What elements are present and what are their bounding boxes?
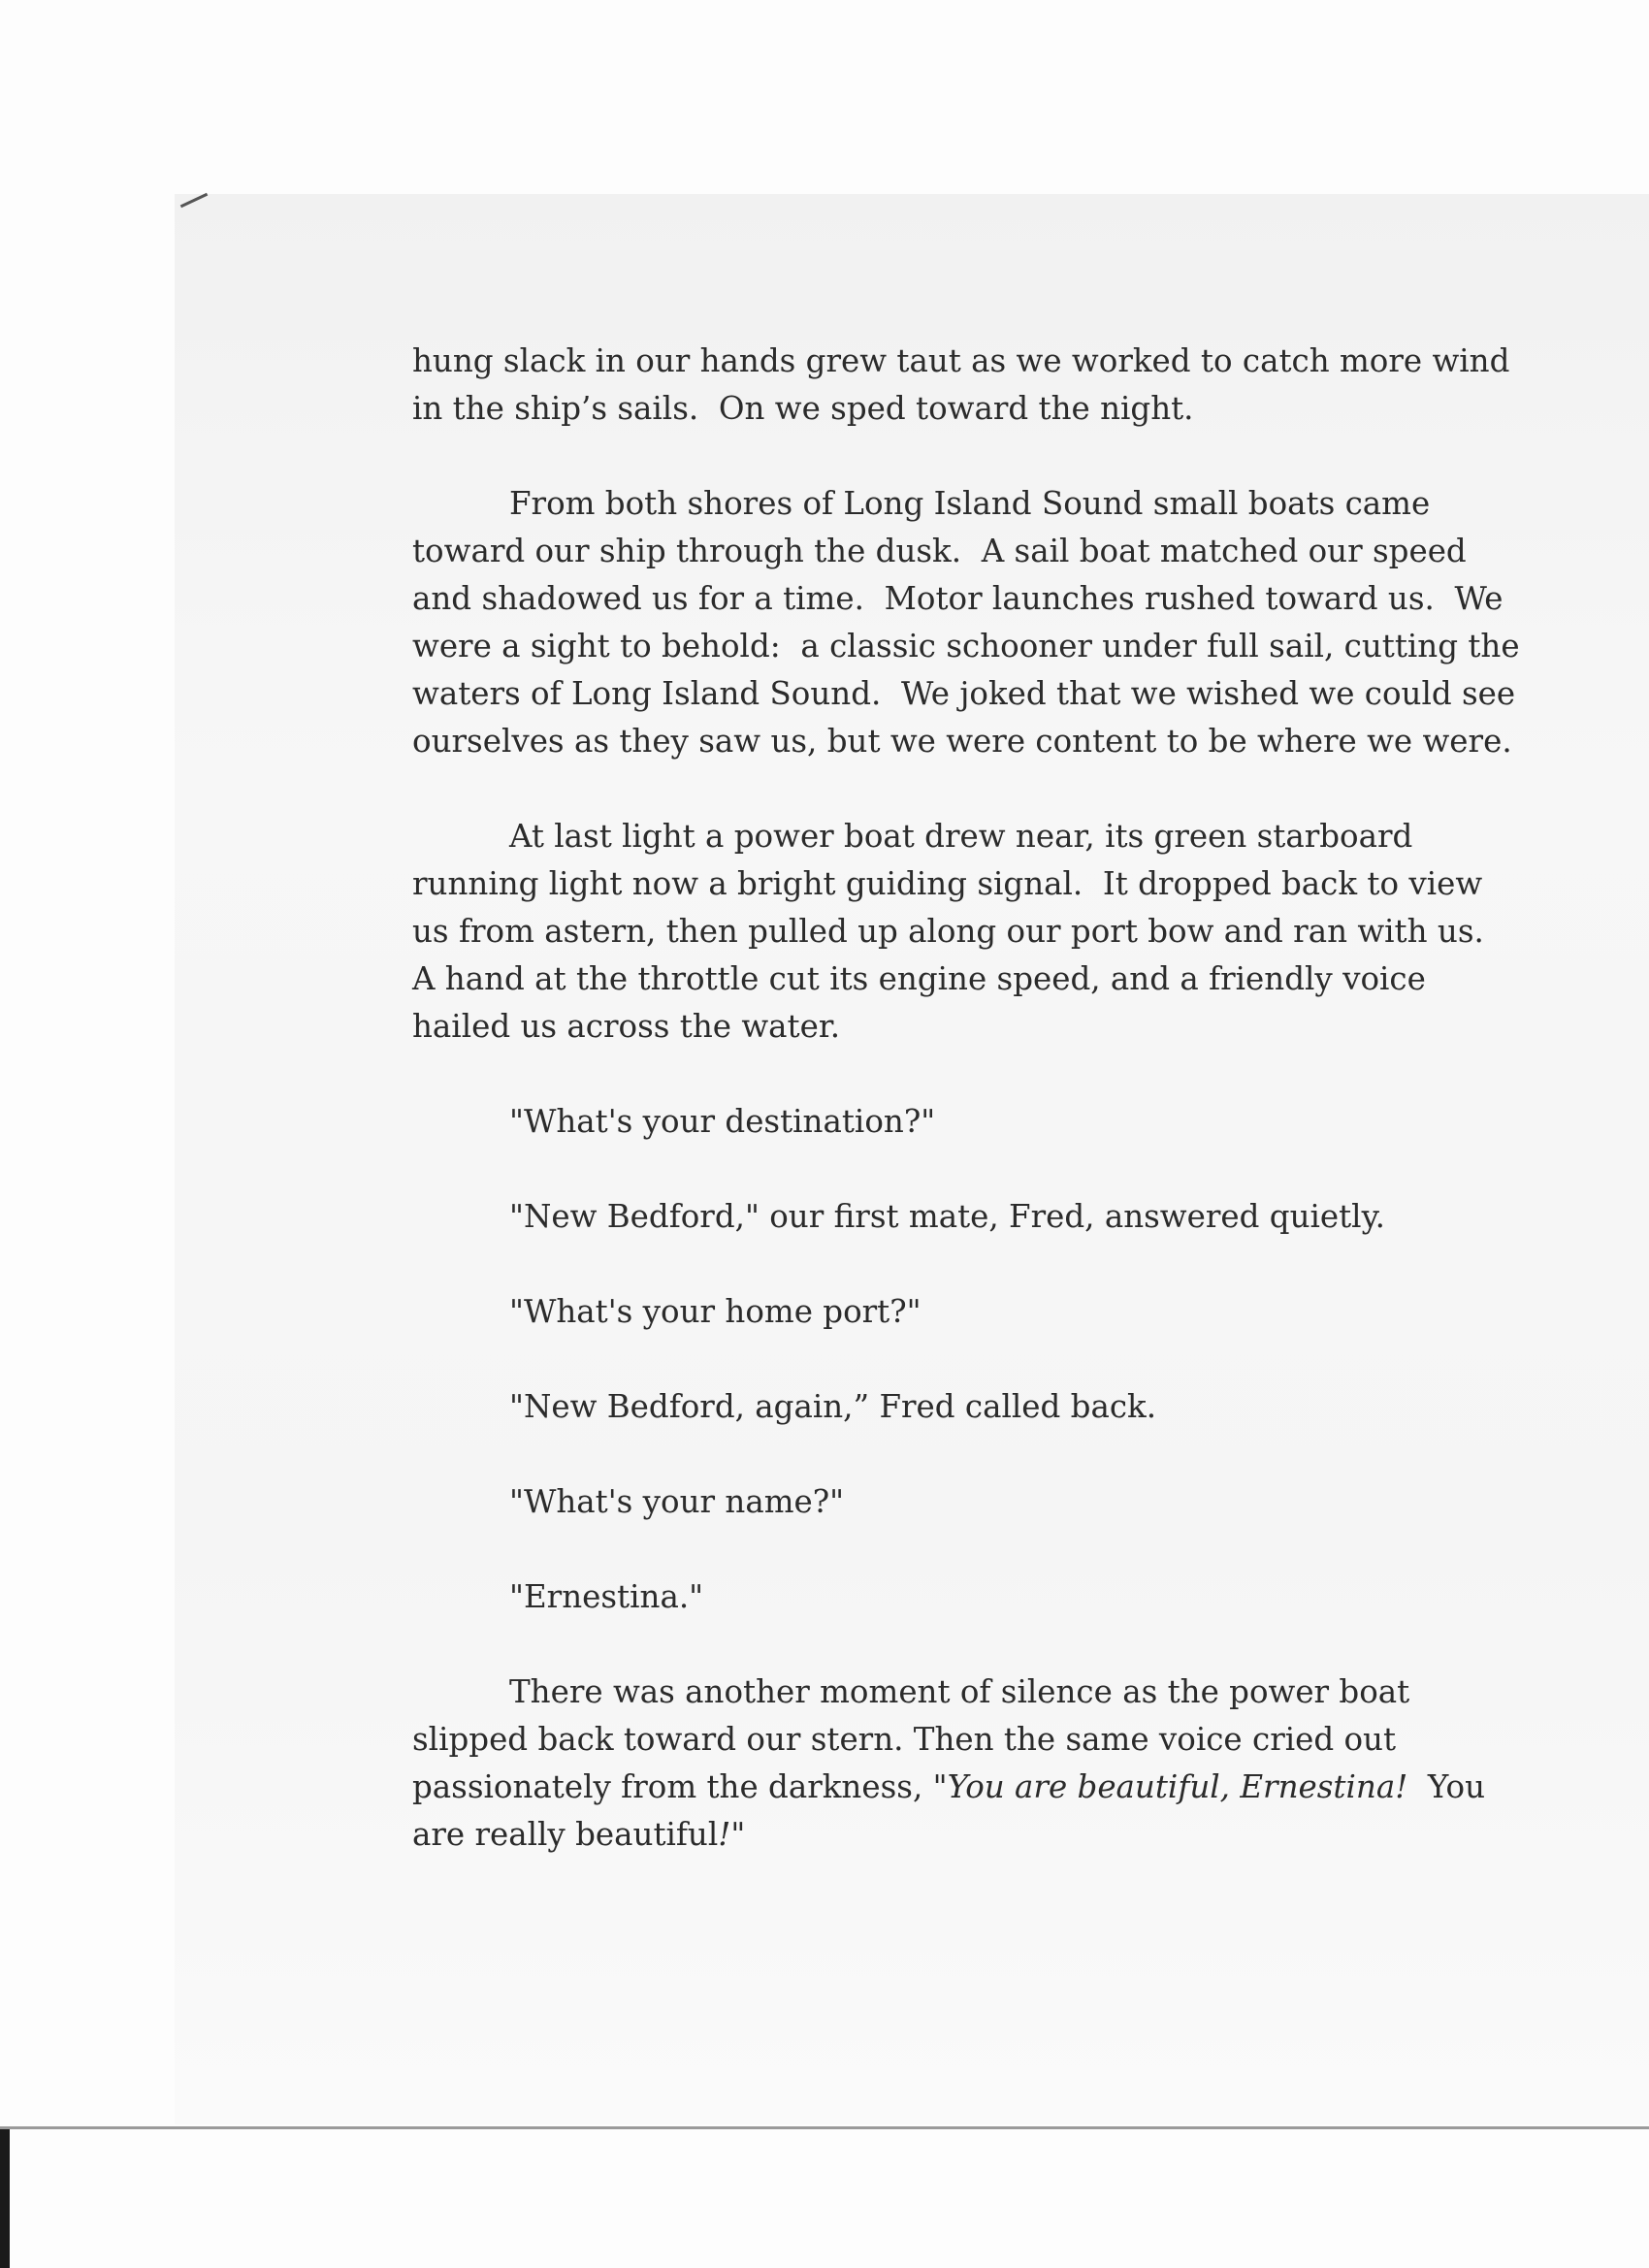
text-run: are really beautiful [412, 1816, 719, 1853]
paragraph [412, 1573, 1586, 1621]
text-line: toward our ship through the dusk. A sail boat matched our speed [412, 533, 1467, 569]
text-line: hailed us across the water. [412, 1008, 841, 1045]
text-line: slipped back toward our stern. Then the same voice cried out [412, 1721, 1397, 1758]
paragraph [412, 1383, 1586, 1431]
paragraph-list [412, 338, 1586, 1621]
text-line: us from astern, then pulled up along our port bow and ran with us. [412, 913, 1484, 950]
text-line: in the ship’s sails. On we sped toward the night. [412, 390, 1194, 427]
paragraph-final [412, 1669, 1586, 1859]
paragraph [412, 1288, 1586, 1336]
text-line: "New Bedford," our first mate, Fred, answered quietly. [509, 1198, 1385, 1235]
page-edge-line [0, 2126, 1649, 2129]
paragraph [412, 1098, 1586, 1146]
text-run: " [730, 1816, 746, 1853]
text-run: You [1407, 1768, 1486, 1805]
text-line [412, 1811, 1586, 1859]
text-line: There was another moment of silence as the power boat [509, 1673, 1410, 1710]
scan-edge-shadow [0, 2129, 10, 2268]
body-text [412, 338, 1586, 1859]
text-line: At last light a power boat drew near, its green starboard [509, 818, 1413, 855]
text-line: "What's your home port?" [509, 1293, 922, 1330]
text-line [412, 1764, 1586, 1811]
text-line: running light now a bright guiding signal. It dropped back to view [412, 865, 1483, 902]
paragraph [412, 1193, 1586, 1241]
italic-quote: ! [718, 1816, 731, 1853]
text-line: ourselves as they saw us, but we were content to be where we were. [412, 723, 1512, 760]
italic-quote: You are beautiful, Ernestina! [947, 1768, 1408, 1805]
paragraph [412, 338, 1586, 433]
text-line: "New Bedford, again,” Fred called back. [509, 1388, 1157, 1425]
text-line: hung slack in our hands grew taut as we worked to catch more wind [412, 342, 1510, 379]
paragraph [412, 813, 1586, 1051]
text-line: waters of Long Island Sound. We joked that we wished we could see [412, 675, 1516, 712]
text-line: A hand at the throttle cut its engine speed, and a friendly voice [412, 960, 1426, 997]
text-line: "What's your destination?" [509, 1103, 936, 1140]
paragraph [412, 1478, 1586, 1526]
text-run: passionately from the darkness, " [412, 1768, 948, 1805]
text-line: were a sight to behold: a classic schooner under full sail, cutting the [412, 628, 1520, 664]
text-line: "What's your name?" [509, 1483, 845, 1520]
paragraph [412, 480, 1586, 765]
text-line: "Ernestina." [509, 1578, 704, 1615]
text-line: From both shores of Long Island Sound small boats came [509, 485, 1431, 522]
text-line: and shadowed us for a time. Motor launches rushed toward us. We [412, 580, 1504, 617]
